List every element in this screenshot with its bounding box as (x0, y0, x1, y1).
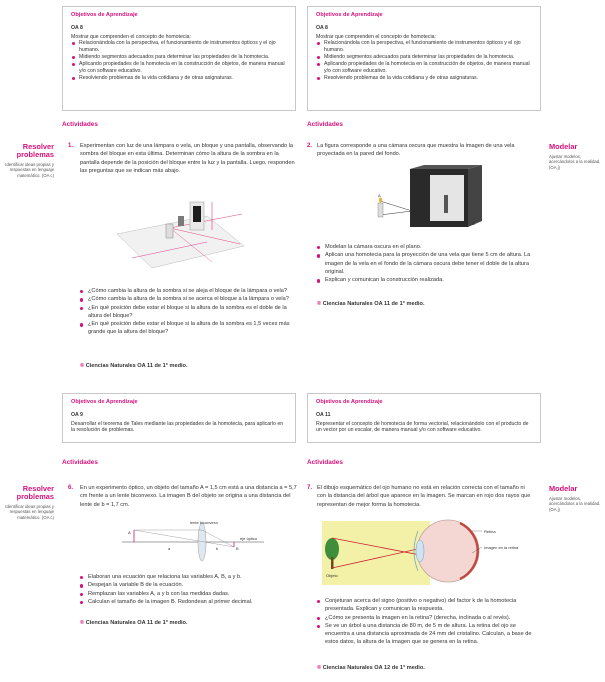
lamp-base (166, 224, 173, 238)
activity-number: 1. (68, 143, 74, 149)
question-item: Conjeturan acerca del signo (positivo o negativo) del factor k de la homotecia presentada. Explican y comunican la respuesta. (317, 597, 535, 614)
light-ray (380, 211, 412, 215)
point-label-a: A (378, 193, 381, 198)
objective-bullet: Midiendo segmentos adecuados para determinar las propiedades de la homotecia. (316, 54, 532, 60)
question-item: ¿En qué posición debe estar el bloque si la altura de la sombra es 1,5 veces más grande que la altura del bloque? (80, 320, 298, 337)
question-item: ¿Cómo cambia la altura de la sombra si se acerca el bloque a la lámpara o vela? (80, 295, 298, 303)
objective-intro: Mostrar que comprenden el concepto de homotecia: (71, 33, 191, 40)
objectives-box-oa8-right (307, 6, 541, 111)
activity-number: 6. (68, 485, 74, 491)
objectives-title: Objetivos de Aprendizaje (71, 399, 138, 405)
star-icon: ® (80, 620, 85, 626)
axis-label: eje óptico (240, 536, 258, 541)
objectives-title: Objetivos de Aprendizaje (316, 399, 383, 405)
star-icon: ® (317, 301, 322, 307)
retina-label: Retina (484, 529, 496, 534)
object-label: Objeto (326, 573, 338, 578)
objective-bullet: Relacionándola con la perspectiva, el funcionamiento de instrumentos ópticos y el ojo humano. (316, 40, 532, 53)
lens-label: lente biconvexo (190, 520, 218, 525)
activity-text: El dibujo esquemático del ojo humano no está en relación correcta con el tamaño ni con la distancia del árbol que aparece en la imagen. Se marcan en rojo dos rayos que representan de mejor forma la homotecia. (317, 485, 531, 508)
object-size-label: A (128, 530, 131, 535)
skill-description: Identificar ideas propias y respuestas en lenguaje matemático. (OA c) (5, 504, 54, 520)
cross-curricular-note: ® Ciencias Naturales OA 11 de 1° medio. (80, 620, 188, 626)
block-shadow (193, 206, 201, 222)
projected-candle-image (444, 195, 448, 213)
shadow-experiment-illustration (112, 186, 247, 276)
lens-diagram (118, 520, 268, 564)
human-eye-illustration (322, 519, 534, 587)
question-list (80, 287, 298, 337)
objectives-box-oa9 (62, 393, 296, 443)
skill-heading: Resolver problemas (16, 142, 54, 159)
objective-bullet: Resolviendo problemas de la vida cotidiana y de otras asignaturas. (71, 75, 287, 81)
question-item: Explican y comunican la construcción realizada. (317, 276, 535, 284)
retina-image-label: Imagen en la retina (484, 545, 519, 550)
question-item: Calculan el tamaño de la imagen B. Redondean al primer decimal. (80, 598, 298, 606)
lens (416, 540, 424, 562)
activity-number: 7. (307, 485, 313, 491)
question-item: ¿Cómo cambia la altura de la sombra si se aleja el bloque de la lámpara o vela? (80, 287, 298, 295)
objective-bullet: Aplicando propiedades de la homotecia en la construcción de objetos, de manera manual y/o con software educativo. (316, 61, 532, 74)
activities-heading: Actividades (62, 459, 98, 466)
objectives-title: Objetivos de Aprendizaje (71, 12, 138, 18)
cross-curricular-note: ® Ciencias Naturales OA 11 de 1° medio. (317, 301, 425, 307)
question-list (317, 597, 535, 647)
skill-heading: Resolver problemas (16, 484, 54, 501)
skill-heading: Modelar (549, 484, 578, 493)
candle-flame (379, 197, 382, 202)
skill-description: Ajustar modelos, acercándolos a la realidad. (OA j) (549, 154, 601, 170)
tree-trunk (331, 557, 334, 569)
question-item: Modelan la cámara oscura en el plano. (317, 243, 535, 251)
objective-code: OA 11 (316, 412, 331, 419)
objective-code: OA 9 (71, 412, 83, 419)
objective-code: OA 8 (316, 25, 328, 32)
skill-heading: Modelar (549, 142, 578, 151)
block (178, 216, 184, 226)
image-size-label: B (236, 546, 239, 551)
skill-description: Ajustar modelos, acercándolos a la realidad. (OA j) (549, 496, 601, 512)
objectives-box-oa8-left (62, 6, 296, 111)
candle (378, 203, 383, 217)
image-distance-label: b (216, 546, 219, 551)
question-item: Remplazan las variables A, a y b con las medidas dadas. (80, 590, 298, 598)
ray (202, 530, 234, 547)
question-list (80, 573, 298, 606)
question-item: Elaboran una ecuación que relaciona las variables A, B, a y b. (80, 573, 298, 581)
activity-text: La figura corresponde a una cámara oscura que muestra la imagen de una vela proyectada en la pared del fondo. (317, 143, 515, 158)
objective-bullet: Resolviendo problemas de la vida cotidiana y de otras asignaturas. (316, 75, 532, 81)
question-item: Despejan la variable B de la ecuación. (80, 581, 298, 589)
question-item: ¿Cómo se presenta la imagen en la retina? (derecha, inclinada o al revés). (317, 614, 535, 622)
objectives-title: Objetivos de Aprendizaje (316, 12, 383, 18)
object-distance-label: a (168, 546, 171, 551)
objective-intro: Desarrollar el teorema de Tales mediante las propiedades de la homotecia, para aplicarlo en la resolución de problemas. (71, 420, 284, 434)
question-item: Aplican una homotecia para la proyección de una vela que tiene 5 cm de altura. La imagen de la vela en el fondo de la cámara oscura debe tener el doble de la altura original. (317, 251, 535, 276)
objective-bullet: Relacionándola con la perspectiva, el funcionamiento de instrumentos ópticos y el ojo humano. (71, 40, 287, 53)
tree-crown (325, 538, 339, 560)
activities-heading: Actividades (307, 121, 343, 128)
cross-curricular-note: ® Ciencias Naturales OA 12 de 1° medio. (317, 665, 425, 671)
objective-bullet: Midiendo segmentos adecuados para determinar las propiedades de la homotecia. (71, 54, 287, 60)
objective-intro: Representar el concepto de homotecia de forma vectorial, relacionándolo con el producto de un vector por un escalar, de manera manual y/o con software educativo. (316, 420, 529, 434)
ray (134, 530, 234, 547)
cross-curricular-note: ® Ciencias Naturales OA 11 de 1° medio. (80, 363, 188, 369)
question-item: Se ve un árbol a una distancia de 80 m, de 5 m de altura. La retina del ojo se encuentra a una distancia aproximada de 24 mm del cristalino. Calculan, a base de estos datos, la altura de la imagen que se genera en la retina. (317, 622, 535, 647)
activities-heading: Actividades (62, 121, 98, 128)
question-list (317, 243, 535, 284)
question-item: ¿En qué posición debe estar el bloque si la altura de la sombra es el doble de la altura del bloque? (80, 304, 298, 321)
objective-bullet: Aplicando propiedades de la homotecia en la construcción de objetos, de manera manual y/o con software educativo. (71, 61, 287, 74)
light-ray (380, 201, 412, 211)
star-icon: ® (317, 665, 322, 671)
objectives-box-oa11 (307, 393, 541, 443)
activity-number: 2. (307, 143, 313, 149)
activity-text: En un experimento óptico, un objeto del tamaño A = 1,5 cm está a una distancia a = 5,7 cm frente a un lente biconvexo. La imagen B del objeto se origina a una distancia del lente de b = 1,7 cm. (80, 485, 297, 508)
box-side (468, 165, 482, 227)
star-icon: ® (80, 363, 85, 369)
activities-heading: Actividades (307, 459, 343, 466)
point-label-b: B (472, 221, 475, 226)
objective-intro: Mostrar que comprenden el concepto de homotecia: (316, 33, 436, 40)
camera-obscura-illustration (372, 165, 487, 235)
skill-description: Identificar ideas propias y respuestas en lenguaje matemático. (OA c) (5, 162, 54, 178)
activity-text: Experimentan con luz de una lámpara o vela, un bloque y una pantalla, observando la sombra del bloque en esta última. Determinan cómo la altura de la sombra en la pantalla depende de la posición del bloque entre la luz y la pantalla. Luego, responden las preguntas que se indican más abajo. (80, 143, 295, 174)
objective-code: OA 8 (71, 25, 83, 32)
